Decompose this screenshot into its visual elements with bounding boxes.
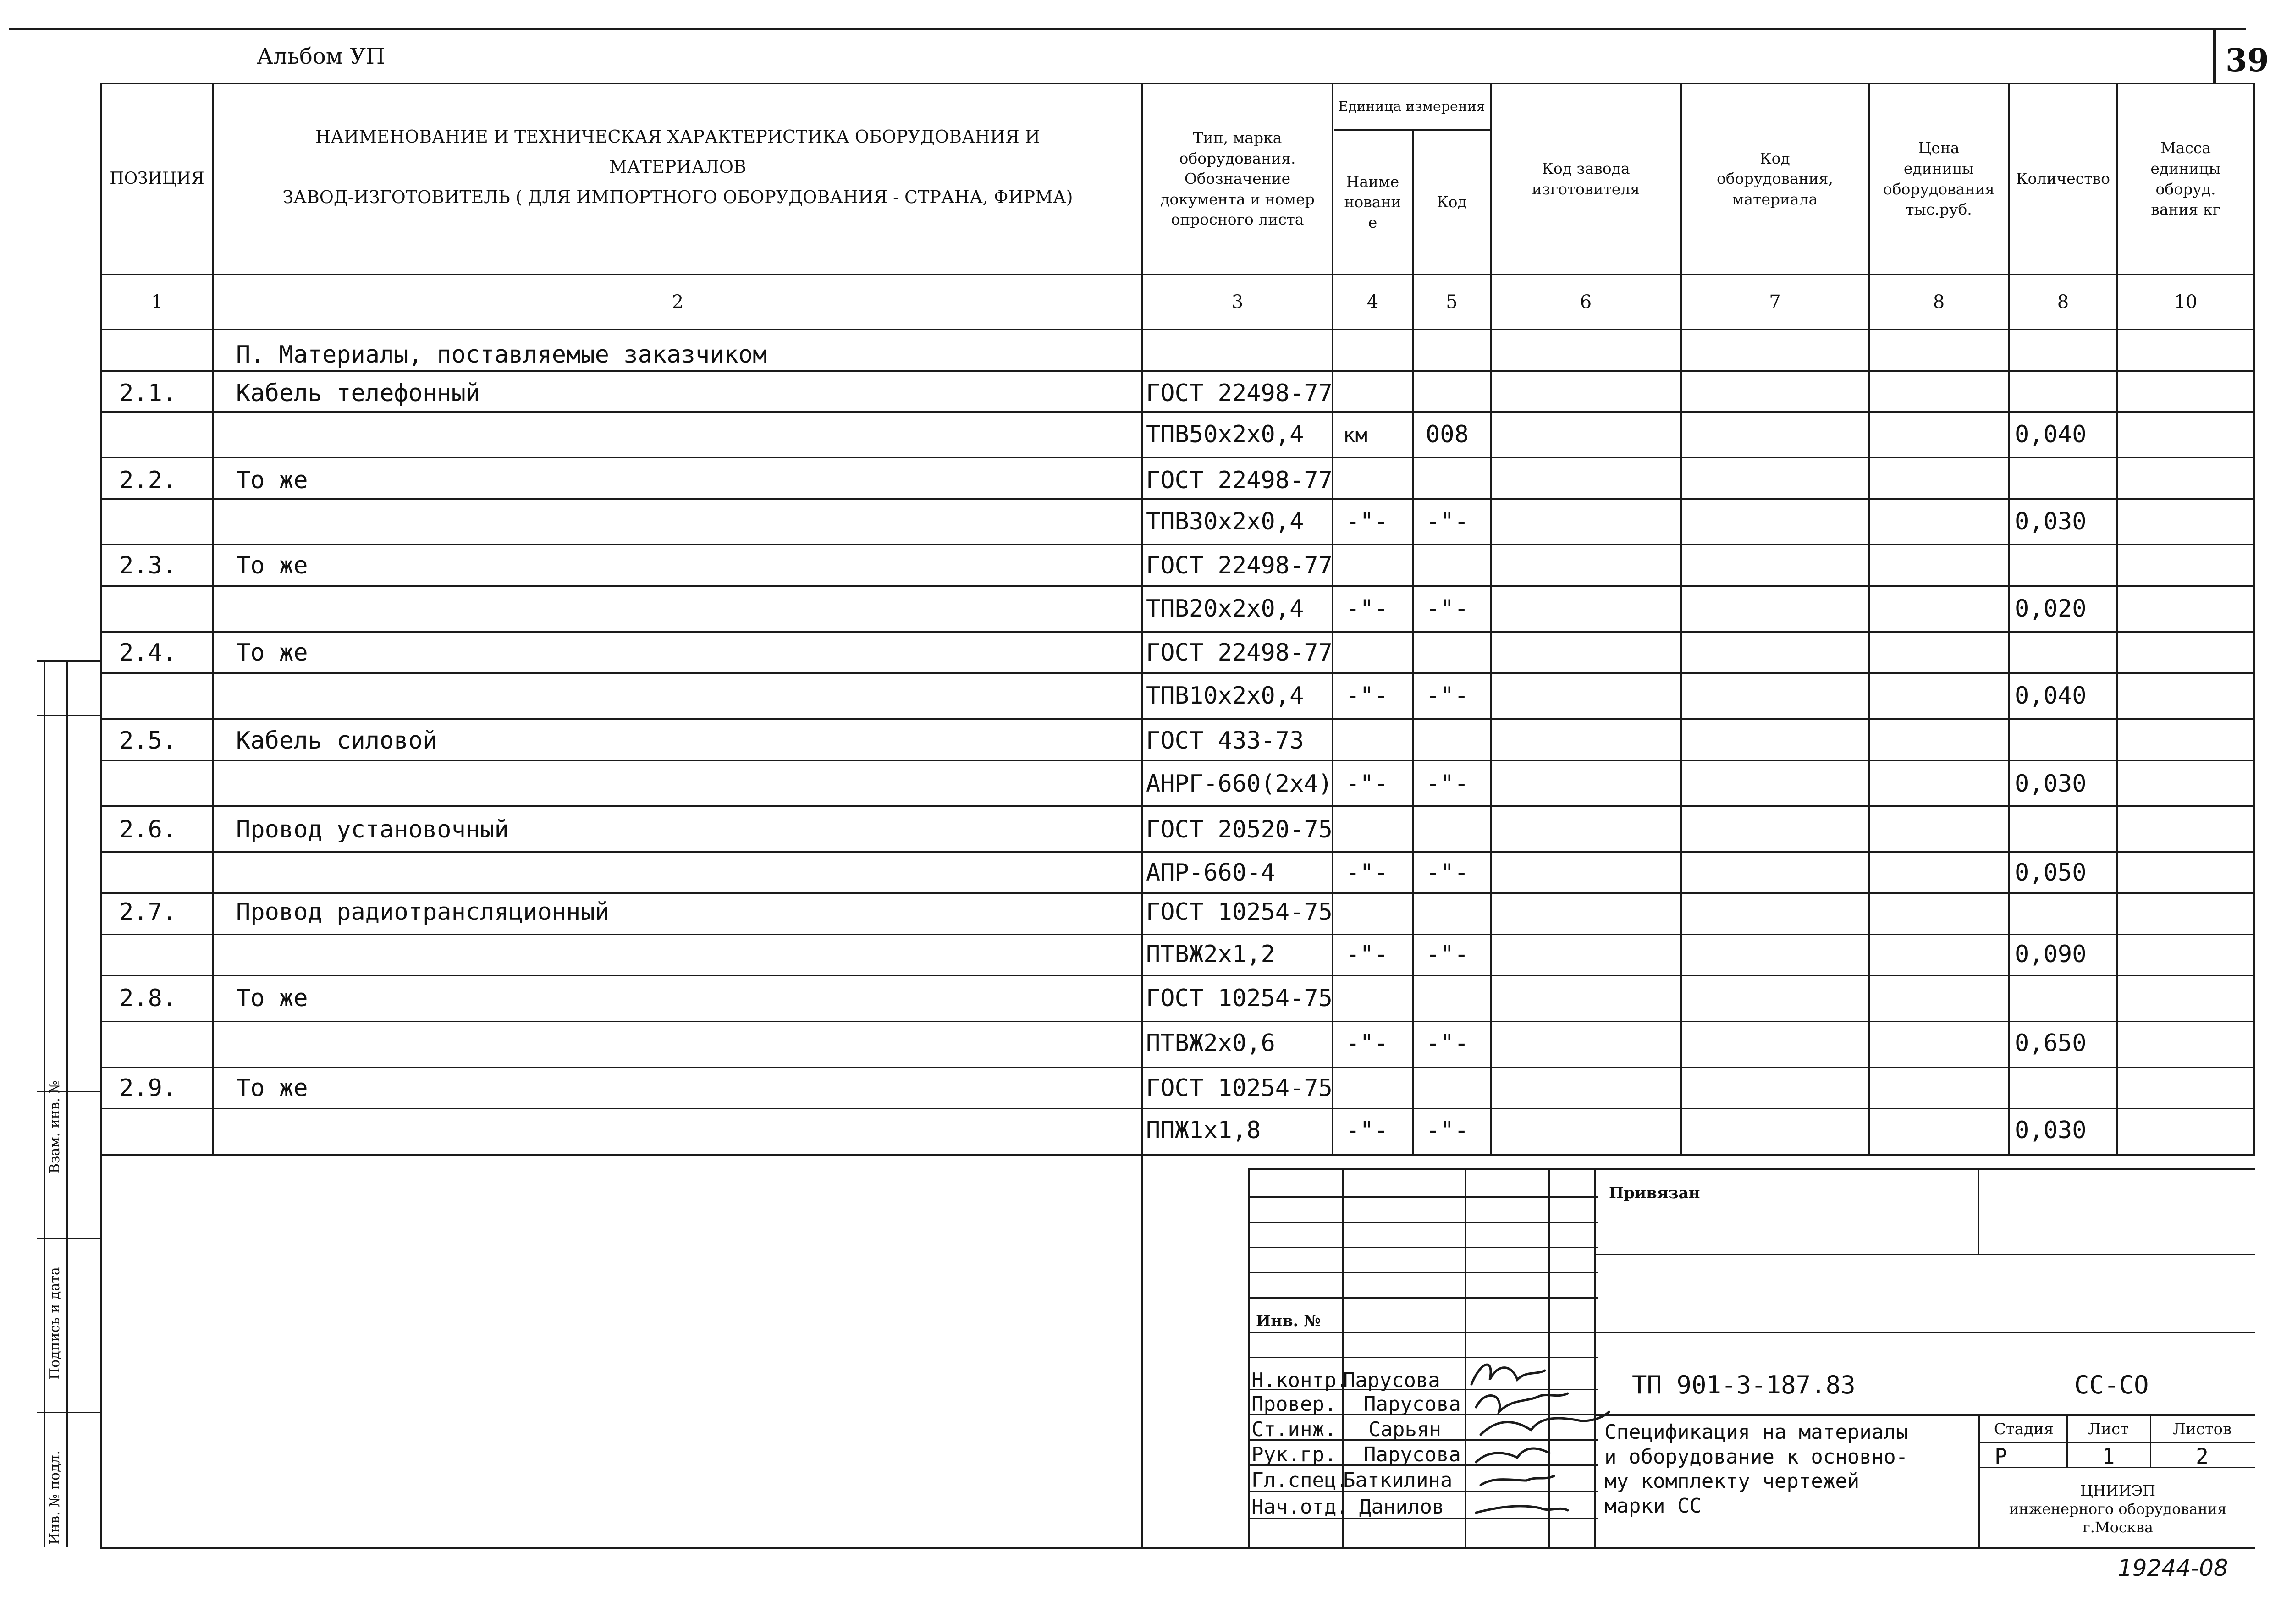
row-line (101, 892, 2255, 894)
row-line (101, 805, 2255, 807)
row-code: -"- (1426, 1117, 1469, 1144)
row-line (101, 498, 2255, 500)
row-name: Провод установочный (236, 816, 509, 843)
row-doc: ТПВ20х2х0,4 (1146, 595, 1304, 622)
col-number: 7 (1769, 292, 1781, 313)
row-position: 2.9. (119, 1074, 177, 1102)
row-doc: ГОСТ 20520-75 (1146, 816, 1333, 843)
row-name: Провод радиотрансляционный (236, 898, 609, 926)
row-line (101, 672, 2255, 674)
row-line (101, 760, 2255, 761)
row-name: То же (236, 552, 308, 579)
row-name: Кабель телефонный (236, 380, 480, 407)
tb-vline (1978, 1168, 1979, 1254)
row-qty: 0,040 (2015, 682, 2087, 710)
tb-role: Нач.отд. (1251, 1495, 1349, 1519)
album-label: Альбом УП (257, 44, 385, 69)
row-qty: 0,030 (2015, 1117, 2087, 1144)
row-line (101, 585, 2255, 587)
tb-sheets: 2 (2196, 1444, 2209, 1469)
tb-vline (1978, 1414, 1980, 1547)
row-code: -"- (1426, 770, 1469, 798)
col-header-equip-code: Код оборудования, материала (1717, 149, 1833, 208)
row-doc: ГОСТ 22498-77 (1146, 467, 1333, 494)
tb-person: Сарьян (1368, 1418, 1441, 1441)
col-header-name-line2: МАТЕРИАЛОВ (609, 157, 747, 177)
col-number: 4 (1366, 292, 1379, 313)
tb-description-line: му комплекту чертежей (1604, 1470, 1860, 1493)
side-stamp-label: Взам. инв. № (47, 1080, 63, 1173)
row-unit: -"- (1345, 941, 1388, 968)
row-code: -"- (1426, 859, 1469, 886)
section-title: П. Материалы, поставляемые заказчиком (236, 341, 767, 369)
tb-vline (2150, 1414, 2151, 1467)
row-doc: АПР-660-4 (1146, 859, 1275, 886)
tb-description (1604, 1420, 1908, 1519)
col-header-plant-code: Код завода изготовителя (1532, 159, 1640, 198)
col-header-unit-code: Код (1437, 193, 1467, 211)
row-code: -"- (1426, 508, 1469, 535)
col-number: 3 (1231, 292, 1244, 313)
row-doc: ГОСТ 10254-75 (1146, 898, 1333, 926)
tb-grid-line (1249, 1247, 1598, 1248)
row-name: То же (236, 639, 308, 666)
row-code: 008 (1426, 421, 1469, 448)
tb-grid-line (1249, 1297, 1598, 1299)
col-header-price: Цена единицы оборудования тыс.руб. (1883, 139, 1995, 219)
side-stamp-line (37, 1238, 101, 1239)
row-qty: 0,650 (2015, 1029, 2087, 1057)
row-name: То же (236, 467, 308, 494)
tb-role: Рук.гр. (1251, 1443, 1337, 1466)
row-line (101, 975, 2255, 976)
tb-person: Баткилина (1343, 1469, 1453, 1492)
sheet-bottom-border (101, 1547, 2255, 1549)
row-position: 2.4. (119, 639, 177, 666)
right-border (2253, 83, 2255, 1155)
tb-person: Парусова (1364, 1393, 1461, 1416)
row-doc: ТПВ10х2х0,4 (1146, 682, 1304, 710)
row-doc: ПТВЖ2х0,6 (1146, 1029, 1275, 1057)
tb-line (1979, 1442, 2255, 1443)
tb-grid-line (1249, 1222, 1598, 1223)
row-name: То же (236, 985, 308, 1012)
tb-role: Ст.инж. (1251, 1418, 1337, 1441)
tb-description-line: Спецификация на материалы (1604, 1420, 1908, 1444)
col-number: 8 (1933, 292, 1945, 313)
tb-description-line: марки СС (1604, 1494, 1702, 1518)
row-line (101, 1108, 2255, 1109)
col-header-type-mark: Тип, марка оборудования. Обозначение документа и номер опросного листа (1160, 129, 1315, 229)
table-bottom-border (101, 1154, 2255, 1156)
row-qty: 0,050 (2015, 859, 2087, 886)
row-qty: 0,020 (2015, 595, 2087, 622)
row-doc: ГОСТ 10254-75 (1146, 1074, 1333, 1102)
tb-description-line: и оборудование к основно- (1604, 1445, 1908, 1469)
col-header-name (214, 84, 1141, 274)
tb-grid-line (1249, 1272, 1598, 1273)
side-stamp-line (37, 715, 101, 716)
row-line (101, 457, 2255, 458)
row-line (101, 631, 2255, 633)
row-qty: 0,090 (2015, 941, 2087, 968)
tb-grid-line (1249, 1332, 1598, 1333)
tb-organization (1980, 1481, 2255, 1536)
col-number: 10 (2174, 292, 2198, 313)
row-doc: ГОСТ 22498-77 (1146, 380, 1333, 407)
row-unit: -"- (1345, 682, 1388, 710)
tb-role: Н.контр. (1251, 1369, 1349, 1392)
tb-vline (2066, 1414, 2068, 1467)
col-header-mass: Масса единицы оборуд. вания кг (2150, 139, 2221, 219)
signatures-scribble (1462, 1352, 1614, 1545)
col-header-unit-group: Единица измерения (1338, 98, 1485, 115)
col-header-name-line1: НАИМЕНОВАНИЕ И ТЕХНИЧЕСКАЯ ХАРАКТЕРИСТИКА ОБОРУДОВАНИЯ И (315, 127, 1040, 147)
side-stamp-label: Подпись и дата (47, 1267, 63, 1380)
tb-line (1596, 1254, 2255, 1255)
tb-stage-label: Стадия (1994, 1420, 2054, 1438)
row-position: 2.1. (119, 380, 177, 407)
colnum-bottom-border (101, 329, 2255, 330)
title-block-top (1249, 1168, 2255, 1170)
row-line (101, 718, 2255, 720)
col-number: 6 (1580, 292, 1592, 313)
row-code: -"- (1426, 941, 1469, 968)
row-code: -"- (1426, 595, 1469, 622)
row-doc: ППЖ1х1,8 (1146, 1117, 1261, 1144)
col-number: 2 (672, 292, 684, 313)
tb-grid-line (1249, 1196, 1598, 1198)
col-number: 5 (1446, 292, 1458, 313)
tb-sheet-label: Лист (2088, 1420, 2129, 1438)
tb-person: Данилов (1359, 1495, 1444, 1519)
tb-role: Провер. (1251, 1393, 1337, 1416)
side-stamp-vline (44, 660, 45, 1547)
row-position: 2.2. (119, 467, 177, 494)
row-name: То же (236, 1074, 308, 1102)
row-doc: ГОСТ 22498-77 (1146, 639, 1333, 666)
row-position: 2.6. (119, 816, 177, 843)
col-header-name-line3: ЗАВОД-ИЗГОТОВИТЕЛЬ ( ДЛЯ ИМПОРТНОГО ОБОРУДОВАНИЯ - СТРАНА, ФИРМА) (282, 187, 1073, 207)
col-header-position: ПОЗИЦИЯ (110, 169, 204, 188)
row-doc: АНРГ-660(2х4) (1146, 770, 1333, 798)
col-header-unit-name: Наименование (1344, 172, 1401, 231)
row-qty: 0,040 (2015, 421, 2087, 448)
tb-inv-label: Инв. № (1256, 1312, 1321, 1330)
row-code: -"- (1426, 1029, 1469, 1057)
row-line (101, 1067, 2255, 1068)
row-unit: км (1343, 424, 1367, 447)
tb-mark: СС-СО (2074, 1371, 2149, 1399)
tb-line (1596, 1414, 2255, 1416)
side-stamp-line (37, 1412, 101, 1413)
archive-number: 19244-08 (2118, 1555, 2228, 1581)
sheet-corner-number: 39 (2226, 42, 2269, 79)
row-unit: -"- (1345, 1029, 1388, 1057)
tb-person: Парусова (1364, 1443, 1461, 1466)
tb-sheets-label: Листов (2172, 1420, 2232, 1438)
tb-sheet: 1 (2102, 1444, 2115, 1469)
row-name: Кабель силовой (236, 727, 437, 754)
side-stamp-top (37, 660, 101, 662)
side-stamp-vline (66, 660, 68, 1547)
row-position: 2.5. (119, 727, 177, 754)
row-doc: ГОСТ 10254-75 (1146, 985, 1333, 1012)
tb-line (1596, 1332, 2255, 1333)
tb-stage: Р (1994, 1444, 2007, 1469)
row-qty: 0,030 (2015, 508, 2087, 535)
row-line (101, 851, 2255, 853)
tb-person: Парусова (1343, 1369, 1440, 1392)
tb-org-line: инженерного оборудования (2009, 1500, 2227, 1518)
row-position: 2.8. (119, 985, 177, 1012)
row-doc: ПТВЖ2х1,2 (1146, 941, 1275, 968)
row-doc: ТПВ50х2х0,4 (1146, 421, 1304, 448)
top-edge-line (9, 28, 2246, 30)
row-qty: 0,030 (2015, 770, 2087, 798)
row-line (101, 1021, 2255, 1022)
row-doc: ГОСТ 22498-77 (1146, 552, 1333, 579)
corner-divider (2213, 30, 2216, 83)
row-unit: -"- (1345, 1117, 1388, 1144)
col-header-qty: Количество (2016, 170, 2110, 188)
row-position: 2.7. (119, 898, 177, 926)
tb-org-line: г.Москва (2083, 1519, 2153, 1536)
side-stamp-label: Инв. № подл. (47, 1450, 63, 1545)
tb-privyazan: Привязан (1609, 1184, 1700, 1202)
tb-doc-code: ТП 901-3-187.83 (1632, 1371, 1856, 1399)
row-unit: -"- (1345, 770, 1388, 798)
side-stamp-line (37, 1091, 101, 1092)
row-unit: -"- (1345, 508, 1388, 535)
row-line (101, 934, 2255, 935)
row-position: 2.3. (119, 552, 177, 579)
row-doc: ТПВ30х2х0,4 (1146, 508, 1304, 535)
row-unit: -"- (1345, 859, 1388, 886)
row-unit: -"- (1345, 595, 1388, 622)
row-line (101, 544, 2255, 545)
tb-role: Гл.спец. (1251, 1469, 1349, 1492)
row-doc: ГОСТ 433-73 (1146, 727, 1304, 754)
col-number: 8 (2057, 292, 2069, 313)
row-line (101, 370, 2255, 372)
row-line (101, 411, 2255, 413)
col-number: 1 (151, 292, 163, 313)
tb-org-line: ЦНИИЭП (2080, 1482, 2155, 1499)
row-code: -"- (1426, 682, 1469, 710)
